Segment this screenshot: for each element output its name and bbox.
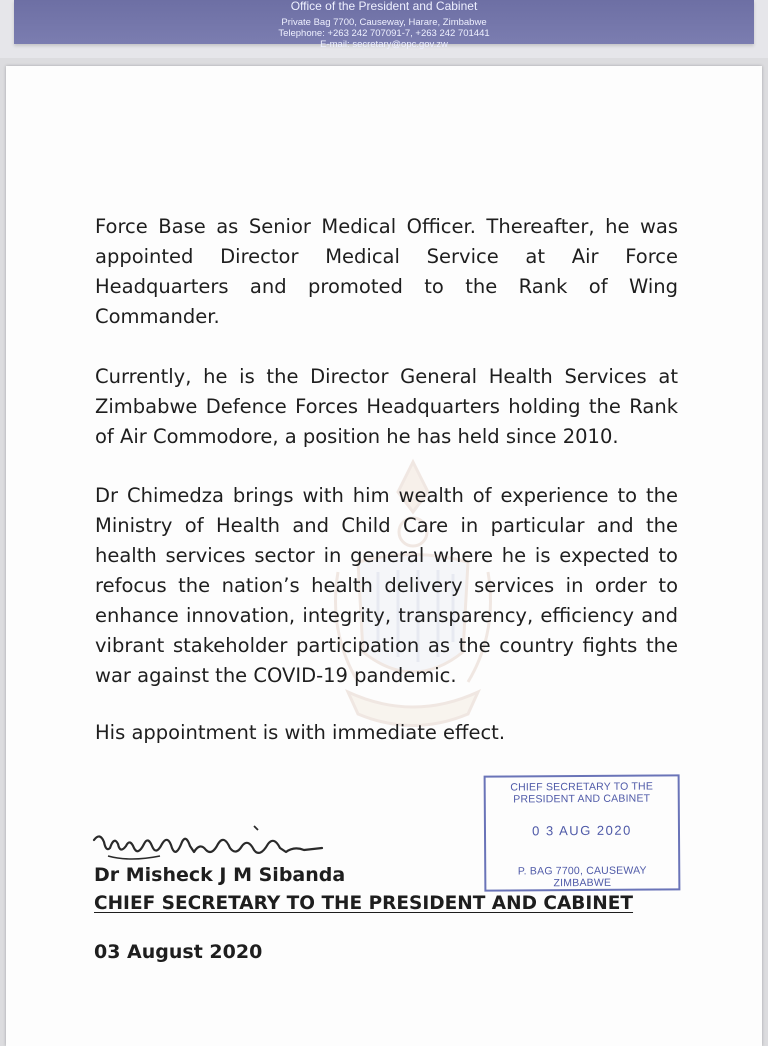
stamp-line-5: ZIMBABWE — [553, 876, 612, 890]
paragraph-current-role: Currently, he is the Director General Health Services at Zimbabwe Defence Forces Headquarters holding the Rank of Air Commodore, a position he has held since 2010. — [95, 365, 678, 448]
stamp-line-1: CHIEF SECRETARY TO THE — [510, 780, 654, 794]
letter-date: 03 August 2020 — [94, 941, 263, 963]
paragraph-career: Force Base as Senior Medical Officer. Thereafter, he was appointed Director Medical Service at Air Force Headquarters and promoted to the Rank of Wing Commander. — [95, 215, 678, 328]
letterhead-telephone: Telephone: +263 242 707091-7, +263 242 701441 — [278, 28, 490, 39]
letterhead-band — [14, 0, 754, 50]
stamp-line-4: P. BAG 7700, CAUSEWAY — [517, 864, 647, 878]
stamp-line-2: PRESIDENT AND CABINET — [513, 792, 651, 806]
signatory-title: CHIEF SECRETARY TO THE PRESIDENT AND CABINET — [94, 893, 634, 914]
signatory-name: Dr Misheck J M Sibanda — [94, 864, 346, 886]
handwritten-signature — [90, 822, 330, 870]
letterhead-email: E-mail: secretary@opc.gov.zw — [320, 39, 448, 50]
letterhead-address: Private Bag 7700, Causeway, Harare, Zimbabwe — [281, 17, 487, 28]
previous-page — [0, 0, 768, 58]
paragraph-effect: His appointment is with immediate effect. — [95, 721, 506, 744]
letterhead-office: Office of the President and Cabinet — [290, 0, 478, 13]
paragraph-experience: Dr Chimedza brings with him wealth of experience to the Ministry of Health and Child Care in particular and the health services sector in general where he is expected to refocus the nation’s health delivery services in order to enhance innovation, integrity, transparency, efficiency and vibrant stakeholder participation as the country fights the war against the COVID-19 pandemic. — [95, 484, 678, 687]
official-date-stamp — [484, 774, 681, 891]
stamp-date: 0 3 AUG 2020 — [532, 822, 632, 839]
